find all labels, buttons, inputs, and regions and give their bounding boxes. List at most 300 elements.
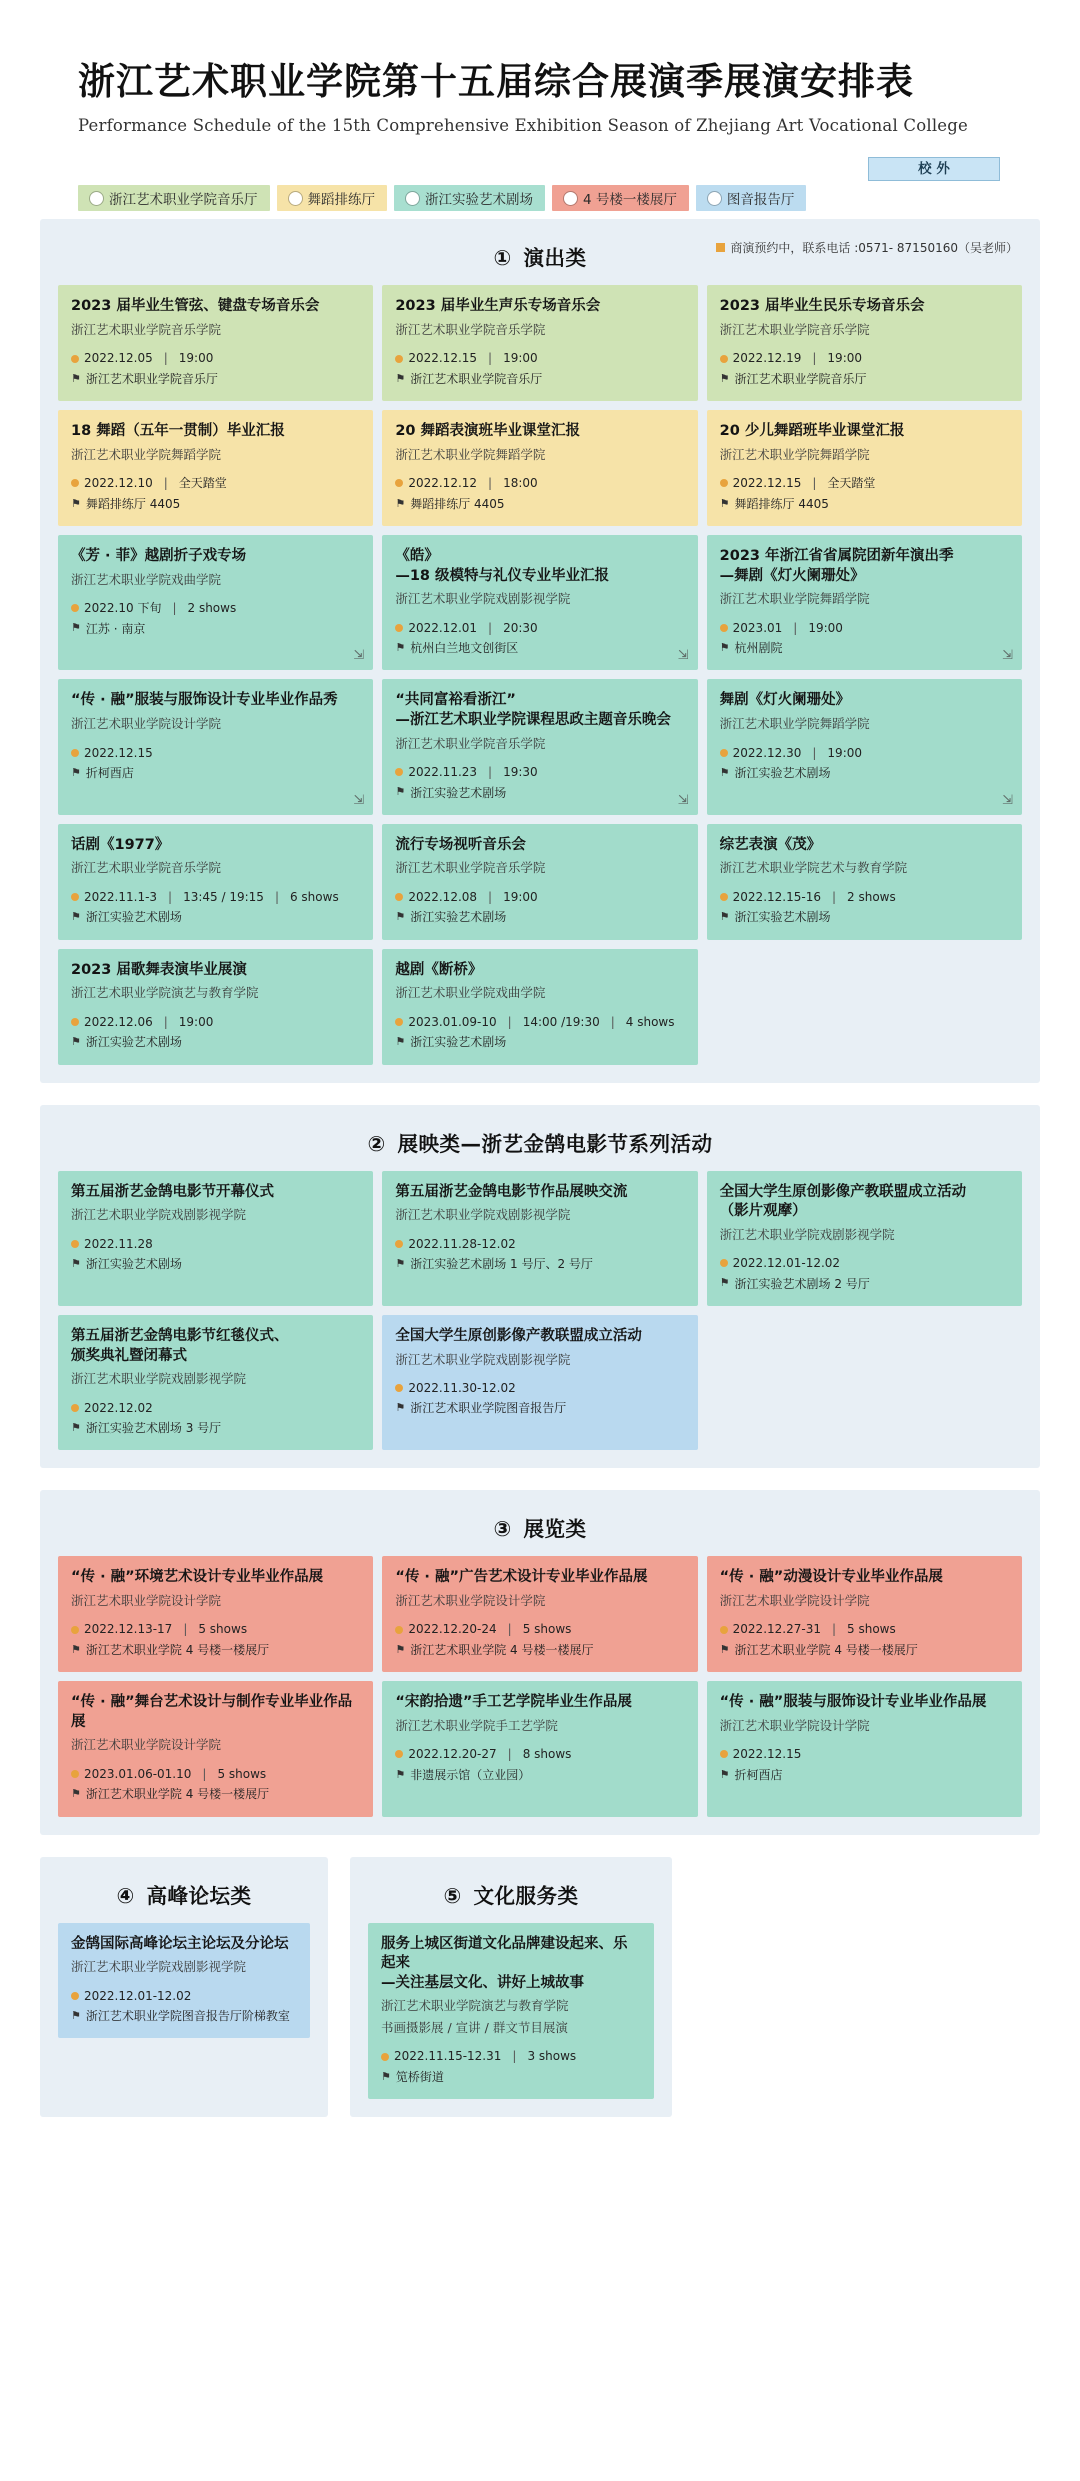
event-show-count: 4 shows bbox=[625, 1014, 675, 1029]
legend-item-1 bbox=[277, 185, 388, 211]
event-date: 2022.12.01 bbox=[408, 620, 478, 635]
event-card[interactable] bbox=[707, 410, 1022, 526]
off-campus-corner-icon: ⇲ bbox=[677, 648, 689, 664]
date-bullet-icon bbox=[395, 624, 403, 632]
event-card[interactable] bbox=[707, 1171, 1022, 1306]
event-meta bbox=[720, 1744, 1009, 1785]
location-pin-icon: ⚑ bbox=[71, 910, 81, 924]
section bbox=[40, 1105, 1040, 1469]
event-meta bbox=[395, 618, 684, 659]
location-pin-icon: ⚑ bbox=[71, 765, 81, 779]
location-pin-icon: ⚑ bbox=[71, 1787, 81, 1801]
event-date: 2023.01.09-10 bbox=[408, 1014, 497, 1029]
event-organizer: 浙江艺术职业学院戏曲学院 bbox=[395, 985, 546, 1001]
event-date: 2022.12.08 bbox=[408, 889, 478, 904]
event-card[interactable] bbox=[58, 1923, 310, 2039]
page-subtitle: Performance Schedule of the 15th Comprehensive Exhibition Season of Zhejiang Art Vocational College bbox=[78, 116, 968, 136]
meta-separator: | bbox=[610, 1014, 615, 1029]
event-meta bbox=[395, 1744, 684, 1785]
event-meta bbox=[71, 1764, 360, 1805]
event-title: 2023 届歌舞表演毕业展演 bbox=[71, 961, 247, 978]
event-organizer: 浙江艺术职业学院设计学院 bbox=[71, 1737, 222, 1753]
card-grid bbox=[58, 1556, 1022, 1816]
event-title: 综艺表演《茂》 bbox=[719, 836, 822, 853]
event-card[interactable] bbox=[368, 1923, 654, 2099]
meta-separator: | bbox=[831, 1622, 837, 1637]
meta-separator: | bbox=[168, 889, 173, 904]
event-time: 19:00 bbox=[503, 889, 538, 904]
event-organizer: 浙江艺术职业学院音乐学院 bbox=[395, 860, 546, 876]
location-pin-icon: ⚑ bbox=[395, 371, 406, 385]
event-date: 2022.11.30-12.02 bbox=[408, 1381, 516, 1396]
event-venue: 浙江实验艺术剧场 bbox=[734, 765, 831, 780]
event-venue: 浙江艺术职业学院 4 号楼一楼展厅 bbox=[410, 1642, 594, 1657]
event-card[interactable] bbox=[58, 1681, 373, 1816]
location-pin-icon: ⚑ bbox=[71, 496, 81, 510]
location-pin-icon: ⚑ bbox=[719, 1276, 730, 1290]
event-time: 14:00 /19:30 bbox=[522, 1014, 600, 1029]
meta-separator: | bbox=[172, 601, 177, 616]
event-date: 2022.12.10 bbox=[84, 476, 153, 491]
location-pin-icon: ⚑ bbox=[719, 1767, 730, 1781]
legend-item-label: 浙江实验艺术剧场 bbox=[425, 192, 533, 209]
event-meta bbox=[71, 1012, 360, 1053]
meta-separator: | bbox=[488, 765, 493, 780]
event-venue: 浙江艺术职业学院图音报告厅 bbox=[410, 1401, 567, 1416]
event-time: 19:00 bbox=[808, 620, 843, 635]
event-card[interactable] bbox=[382, 679, 697, 814]
date-bullet-icon bbox=[720, 355, 728, 363]
event-meta bbox=[71, 1619, 360, 1660]
event-organizer: 浙江艺术职业学院音乐学院 bbox=[395, 735, 546, 751]
date-bullet-icon bbox=[720, 624, 728, 632]
event-time: 2 shows bbox=[187, 601, 237, 616]
event-organizer: 浙江艺术职业学院舞蹈学院 bbox=[719, 446, 870, 462]
location-pin-icon: ⚑ bbox=[71, 1420, 81, 1434]
event-meta bbox=[395, 348, 684, 389]
legend-dot-icon bbox=[289, 192, 302, 205]
event-title: 《皓》 bbox=[395, 548, 439, 565]
event-venue: 杭州白兰地文创街区 bbox=[410, 641, 519, 656]
event-organizer: 浙江艺术职业学院艺术与教育学院 bbox=[719, 860, 908, 876]
event-organizer-extra: 书画摄影展 / 宣讲 / 群文节目展演 bbox=[381, 2019, 568, 2035]
event-meta bbox=[381, 2046, 641, 2087]
event-organizer: 浙江艺术职业学院设计学院 bbox=[395, 1592, 546, 1608]
date-bullet-icon bbox=[395, 1240, 403, 1248]
event-meta bbox=[395, 1012, 684, 1053]
event-date: 2022.12.27-31 bbox=[732, 1622, 821, 1637]
meta-separator: | bbox=[183, 1622, 188, 1637]
location-pin-icon: ⚑ bbox=[71, 1642, 81, 1656]
date-bullet-icon bbox=[395, 1384, 403, 1392]
date-bullet-icon bbox=[71, 1018, 79, 1026]
section bbox=[40, 1490, 1040, 1834]
event-organizer: 浙江艺术职业学院舞蹈学院 bbox=[395, 446, 546, 462]
event-title: 全国大学生原创影像产教联盟成立活动 bbox=[395, 1327, 642, 1344]
event-meta bbox=[395, 1378, 684, 1419]
poster-header bbox=[0, 0, 1080, 135]
event-card[interactable] bbox=[382, 410, 697, 526]
event-date: 2022.11.15-12.31 bbox=[394, 2049, 502, 2064]
event-title: 话剧《1977》 bbox=[71, 836, 170, 853]
event-organizer: 浙江艺术职业学院戏剧影视学院 bbox=[71, 1371, 247, 1387]
event-subtitle: —18 级模特与礼仪专业毕业汇报 bbox=[395, 567, 610, 584]
location-pin-icon: ⚑ bbox=[719, 496, 730, 510]
meta-separator: | bbox=[507, 1747, 512, 1762]
event-card[interactable] bbox=[382, 949, 697, 1065]
event-date: 2022.11.28-12.02 bbox=[408, 1236, 516, 1251]
event-organizer: 浙江艺术职业学院舞蹈学院 bbox=[71, 446, 222, 462]
event-card[interactable] bbox=[382, 535, 697, 670]
section-number: ② bbox=[367, 1131, 386, 1156]
meta-separator: | bbox=[163, 351, 168, 366]
event-venue: 浙江实验艺术剧场 bbox=[410, 910, 507, 925]
legend-item-0 bbox=[78, 185, 270, 211]
date-bullet-icon bbox=[71, 1404, 79, 1412]
location-pin-icon: ⚑ bbox=[719, 910, 730, 924]
note-marker-icon bbox=[716, 243, 725, 252]
event-title: “共同富裕看浙江” bbox=[395, 692, 516, 709]
event-time: 5 shows bbox=[522, 1622, 572, 1637]
event-meta bbox=[720, 348, 1009, 389]
section-heading bbox=[58, 1873, 310, 1923]
event-title: 越剧《断桥》 bbox=[395, 961, 483, 978]
location-pin-icon: ⚑ bbox=[71, 1256, 81, 1270]
card-grid bbox=[368, 1923, 654, 2099]
section-number: ① bbox=[493, 246, 512, 271]
event-card[interactable] bbox=[707, 1681, 1022, 1816]
event-card[interactable] bbox=[707, 679, 1022, 814]
event-card[interactable] bbox=[58, 1315, 373, 1450]
section bbox=[40, 1857, 328, 2117]
event-time: 全天踏堂 bbox=[178, 476, 227, 491]
location-pin-icon: ⚑ bbox=[395, 785, 406, 799]
legend-item-2 bbox=[394, 185, 545, 211]
event-title: 舞剧《灯火阑珊处》 bbox=[719, 692, 851, 709]
event-time: 19:00 bbox=[503, 351, 538, 366]
legend-item-label: 浙江艺术职业学院音乐厅 bbox=[109, 192, 258, 209]
event-time: 5 shows bbox=[847, 1622, 896, 1637]
event-venue: 浙江实验艺术剧场 2 号厅 bbox=[734, 1276, 870, 1291]
event-card[interactable] bbox=[58, 1556, 373, 1672]
sections-bottom-container bbox=[40, 1857, 1040, 2117]
event-date: 2022.12.15 bbox=[732, 476, 802, 491]
event-venue: 浙江艺术职业学院 4 号楼一楼展厅 bbox=[734, 1642, 918, 1657]
off-campus-corner-icon: ⇲ bbox=[353, 792, 365, 808]
event-subtitle: —舞剧《灯火阑珊处》 bbox=[719, 567, 865, 584]
sections-container bbox=[0, 219, 1080, 1834]
event-subtitle: —关注基层文化、讲好上城故事 bbox=[381, 1974, 584, 1991]
legend-off-campus: 校 外 bbox=[868, 157, 1000, 181]
event-venue: 舞蹈排练厅 4405 bbox=[734, 496, 829, 511]
event-card[interactable] bbox=[382, 1315, 697, 1450]
section-number: ⑤ bbox=[443, 1883, 462, 1908]
event-venue: 浙江实验艺术剧场 bbox=[734, 910, 831, 925]
event-title: 服务上城区街道文化品牌建设起来、乐起来 bbox=[381, 1935, 628, 1972]
event-time: 5 shows bbox=[198, 1622, 248, 1637]
event-venue: 浙江艺术职业学院 4 号楼一楼展厅 bbox=[85, 1642, 270, 1657]
event-title: “传 · 融”动漫设计专业毕业作品展 bbox=[719, 1569, 943, 1586]
event-venue: 舞蹈排练厅 4405 bbox=[410, 496, 505, 511]
date-bullet-icon bbox=[395, 355, 403, 363]
location-pin-icon: ⚑ bbox=[395, 910, 406, 924]
event-date: 2022.12.02 bbox=[84, 1400, 153, 1415]
event-organizer: 浙江艺术职业学院戏剧影视学院 bbox=[719, 1226, 895, 1242]
event-organizer: 浙江艺术职业学院音乐学院 bbox=[395, 321, 546, 337]
date-bullet-icon bbox=[71, 893, 79, 901]
event-date: 2022.12.15-16 bbox=[732, 889, 821, 904]
meta-separator: | bbox=[831, 889, 837, 904]
event-venue: 浙江实验艺术剧场 bbox=[410, 785, 507, 800]
event-meta bbox=[71, 743, 360, 784]
event-meta bbox=[395, 473, 684, 514]
event-card[interactable] bbox=[58, 285, 373, 401]
location-pin-icon: ⚑ bbox=[719, 1642, 730, 1656]
event-title: 第五届浙艺金鹄电影节红毯仪式、 bbox=[71, 1327, 289, 1344]
meta-separator: | bbox=[512, 2049, 517, 2064]
event-venue: 浙江艺术职业学院音乐厅 bbox=[85, 371, 218, 386]
event-meta bbox=[71, 598, 360, 639]
meta-separator: | bbox=[812, 351, 817, 366]
location-pin-icon: ⚑ bbox=[395, 496, 406, 510]
event-meta bbox=[71, 348, 360, 389]
date-bullet-icon bbox=[720, 893, 728, 901]
event-title: “传 · 融”环境艺术设计专业毕业作品展 bbox=[71, 1569, 324, 1586]
section bbox=[350, 1857, 672, 2117]
event-meta bbox=[395, 1619, 684, 1660]
location-pin-icon: ⚑ bbox=[395, 1035, 406, 1049]
event-meta bbox=[71, 473, 360, 514]
event-organizer: 浙江艺术职业学院戏剧影视学院 bbox=[395, 591, 571, 607]
off-campus-corner-icon: ⇲ bbox=[677, 792, 689, 808]
event-time: 3 shows bbox=[527, 2049, 577, 2064]
section-heading bbox=[58, 1121, 1022, 1171]
event-meta bbox=[71, 1986, 297, 2027]
location-pin-icon: ⚑ bbox=[395, 1256, 406, 1270]
event-meta bbox=[395, 887, 684, 928]
event-meta bbox=[720, 743, 1009, 784]
event-organizer: 浙江艺术职业学院音乐学院 bbox=[71, 860, 222, 876]
location-pin-icon: ⚑ bbox=[395, 1767, 406, 1781]
card-grid bbox=[58, 285, 1022, 1064]
legend-dot-icon bbox=[406, 192, 419, 205]
event-title: “传 · 融”服装与服饰设计专业毕业作品展 bbox=[719, 1694, 987, 1711]
meta-separator: | bbox=[488, 476, 493, 491]
date-bullet-icon bbox=[395, 1626, 403, 1634]
event-card[interactable] bbox=[382, 1171, 697, 1306]
event-time: 全天踏堂 bbox=[827, 476, 876, 491]
event-card[interactable] bbox=[58, 824, 373, 940]
event-organizer: 浙江艺术职业学院音乐学院 bbox=[719, 321, 870, 337]
event-venue: 非遗展示馆（立业园） bbox=[410, 1767, 531, 1782]
meta-separator: | bbox=[812, 745, 817, 760]
event-venue: 浙江实验艺术剧场 1 号厅、2 号厅 bbox=[410, 1257, 593, 1272]
event-date: 2022.11.28 bbox=[84, 1236, 153, 1251]
section-title: 展映类—浙艺金鹄电影节系列活动 bbox=[389, 1131, 713, 1156]
legend-dot-icon bbox=[564, 192, 577, 205]
meta-separator: | bbox=[274, 889, 279, 904]
event-venue: 杭州剧院 bbox=[734, 641, 783, 656]
event-date: 2022.12.06 bbox=[84, 1014, 153, 1029]
event-card[interactable] bbox=[382, 824, 697, 940]
date-bullet-icon bbox=[71, 749, 79, 757]
event-date: 2022.12.01-12.02 bbox=[84, 1988, 192, 2003]
event-title: 2023 届毕业生管弦、键盘专场音乐会 bbox=[71, 298, 320, 315]
event-venue: 浙江实验艺术剧场 bbox=[85, 1035, 182, 1050]
event-organizer: 浙江艺术职业学院设计学院 bbox=[71, 716, 222, 732]
location-pin-icon: ⚑ bbox=[719, 371, 730, 385]
event-time: 13:45 / 19:15 bbox=[183, 889, 264, 904]
event-date: 2022.12.15 bbox=[84, 745, 153, 760]
event-show-count: 6 shows bbox=[289, 889, 339, 904]
location-pin-icon: ⚑ bbox=[395, 1642, 406, 1656]
event-time: 19:30 bbox=[503, 765, 538, 780]
event-card[interactable] bbox=[707, 535, 1022, 670]
event-card[interactable] bbox=[707, 824, 1022, 940]
event-venue: 舞蹈排练厅 4405 bbox=[85, 496, 181, 511]
event-time: 20:30 bbox=[503, 620, 538, 635]
section-title: 高峰论坛类 bbox=[138, 1883, 252, 1908]
event-subtitle: （影片观摩） bbox=[719, 1203, 807, 1220]
location-pin-icon: ⚑ bbox=[71, 2008, 81, 2022]
date-bullet-icon bbox=[395, 893, 403, 901]
date-bullet-icon bbox=[395, 479, 403, 487]
event-organizer: 浙江艺术职业学院戏剧影视学院 bbox=[395, 1351, 571, 1367]
event-title: 第五届浙艺金鹄电影节作品展映交流 bbox=[395, 1183, 628, 1200]
event-meta bbox=[395, 1234, 684, 1275]
event-date: 2022.10 下旬 bbox=[84, 601, 162, 616]
event-time: 19:00 bbox=[178, 1014, 214, 1029]
event-date: 2022.12.30 bbox=[732, 745, 802, 760]
event-meta bbox=[71, 887, 360, 928]
event-title: 18 舞蹈（五年一贯制）毕业汇报 bbox=[71, 423, 285, 440]
event-organizer: 浙江艺术职业学院舞蹈学院 bbox=[719, 591, 870, 607]
location-pin-icon: ⚑ bbox=[719, 640, 730, 654]
event-date: 2023.01 bbox=[732, 620, 783, 635]
event-organizer: 浙江艺术职业学院戏剧影视学院 bbox=[71, 1959, 247, 1975]
event-organizer: 浙江艺术职业学院戏剧影视学院 bbox=[71, 1207, 247, 1223]
legend-dot-icon bbox=[708, 192, 721, 205]
event-time: 19:00 bbox=[827, 745, 863, 760]
meta-separator: | bbox=[488, 620, 493, 635]
location-pin-icon: ⚑ bbox=[71, 621, 81, 635]
event-card[interactable] bbox=[58, 535, 373, 670]
event-subtitle: 颁奖典礼暨闭幕式 bbox=[71, 1347, 187, 1364]
event-card[interactable] bbox=[382, 285, 697, 401]
section-title: 演出类 bbox=[515, 246, 587, 271]
card-grid bbox=[58, 1171, 1022, 1451]
legend bbox=[0, 157, 1080, 219]
event-meta bbox=[720, 1619, 1009, 1660]
section-number: ③ bbox=[493, 1517, 512, 1542]
event-venue: 浙江艺术职业学院图音报告厅阶梯教室 bbox=[85, 2009, 290, 2024]
event-venue: 浙江实验艺术剧场 bbox=[85, 1257, 182, 1272]
section-heading bbox=[58, 1506, 1022, 1556]
date-bullet-icon bbox=[71, 1240, 79, 1248]
event-organizer: 浙江艺术职业学院设计学院 bbox=[71, 1592, 222, 1608]
event-card[interactable] bbox=[58, 679, 373, 814]
date-bullet-icon bbox=[381, 2053, 389, 2061]
booking-note bbox=[716, 239, 1018, 256]
date-bullet-icon bbox=[395, 1018, 403, 1026]
location-pin-icon: ⚑ bbox=[381, 2069, 391, 2083]
event-card[interactable] bbox=[58, 410, 373, 526]
legend-item-4 bbox=[696, 185, 807, 211]
event-card[interactable] bbox=[58, 949, 373, 1065]
event-title: 全国大学生原创影像产教联盟成立活动 bbox=[719, 1183, 967, 1200]
legend-dot-icon bbox=[90, 192, 103, 205]
meta-separator: | bbox=[793, 620, 798, 635]
date-bullet-icon bbox=[71, 1770, 79, 1778]
event-time: 5 shows bbox=[217, 1766, 267, 1781]
event-venue: 浙江艺术职业学院音乐厅 bbox=[410, 371, 543, 386]
event-meta bbox=[71, 1398, 360, 1439]
event-organizer: 浙江艺术职业学院音乐学院 bbox=[71, 321, 222, 337]
event-title: “传 · 融”广告艺术设计专业毕业作品展 bbox=[395, 1569, 648, 1586]
event-venue: 浙江艺术职业学院音乐厅 bbox=[734, 371, 867, 386]
event-organizer: 浙江艺术职业学院戏曲学院 bbox=[71, 571, 222, 587]
event-card[interactable] bbox=[382, 1556, 697, 1672]
event-card[interactable] bbox=[707, 1556, 1022, 1672]
event-title: 20 少儿舞蹈班毕业课堂汇报 bbox=[719, 423, 905, 440]
event-meta bbox=[720, 618, 1009, 659]
date-bullet-icon bbox=[720, 1259, 728, 1267]
event-date: 2022.12.15 bbox=[408, 351, 478, 366]
legend-item-label: 图音报告厅 bbox=[726, 192, 795, 209]
event-title: “传 · 融”舞台艺术设计与制作专业毕业作品展 bbox=[71, 1694, 353, 1730]
date-bullet-icon bbox=[395, 768, 403, 776]
event-date: 2023.01.06-01.10 bbox=[84, 1766, 192, 1781]
event-date: 2022.12.01-12.02 bbox=[732, 1256, 841, 1271]
event-time: 18:00 bbox=[503, 476, 538, 491]
off-campus-corner-icon: ⇲ bbox=[1002, 792, 1013, 808]
meta-separator: | bbox=[488, 889, 493, 904]
meta-separator: | bbox=[812, 476, 817, 491]
event-organizer: 浙江艺术职业学院手工艺学院 bbox=[395, 1717, 558, 1733]
event-venue: 浙江实验艺术剧场 bbox=[85, 910, 182, 925]
event-card[interactable] bbox=[707, 285, 1022, 401]
location-pin-icon: ⚑ bbox=[71, 1035, 81, 1049]
date-bullet-icon bbox=[720, 479, 728, 487]
event-meta bbox=[71, 1234, 360, 1275]
event-title: 2023 年浙江省省属院团新年演出季 bbox=[719, 548, 954, 565]
date-bullet-icon bbox=[71, 1626, 79, 1634]
location-pin-icon: ⚑ bbox=[719, 765, 730, 779]
legend-item-3 bbox=[552, 185, 689, 211]
date-bullet-icon bbox=[720, 749, 728, 757]
event-date: 2022.11.1-3 bbox=[84, 889, 158, 904]
section bbox=[40, 219, 1040, 1082]
event-venue: 浙江艺术职业学院 4 号楼一楼展厅 bbox=[85, 1787, 270, 1802]
event-venue: 江苏 · 南京 bbox=[85, 621, 146, 636]
event-date: 2022.12.19 bbox=[732, 351, 802, 366]
event-organizer: 浙江艺术职业学院演艺与教育学院 bbox=[71, 985, 259, 1001]
section-heading bbox=[368, 1873, 654, 1923]
event-title: “宋韵拾遗”手工艺学院毕业生作品展 bbox=[395, 1694, 632, 1711]
location-pin-icon: ⚑ bbox=[71, 371, 81, 385]
date-bullet-icon bbox=[71, 355, 79, 363]
card-grid bbox=[58, 1923, 310, 2039]
event-title: 2023 届毕业生民乐专场音乐会 bbox=[719, 298, 925, 315]
event-card[interactable] bbox=[58, 1171, 373, 1306]
event-card[interactable] bbox=[382, 1681, 697, 1816]
date-bullet-icon bbox=[395, 1750, 403, 1758]
date-bullet-icon bbox=[71, 479, 79, 487]
meta-separator: | bbox=[488, 351, 493, 366]
legend-items bbox=[78, 185, 806, 211]
event-organizer: 浙江艺术职业学院舞蹈学院 bbox=[719, 716, 870, 732]
meta-separator: | bbox=[163, 476, 168, 491]
